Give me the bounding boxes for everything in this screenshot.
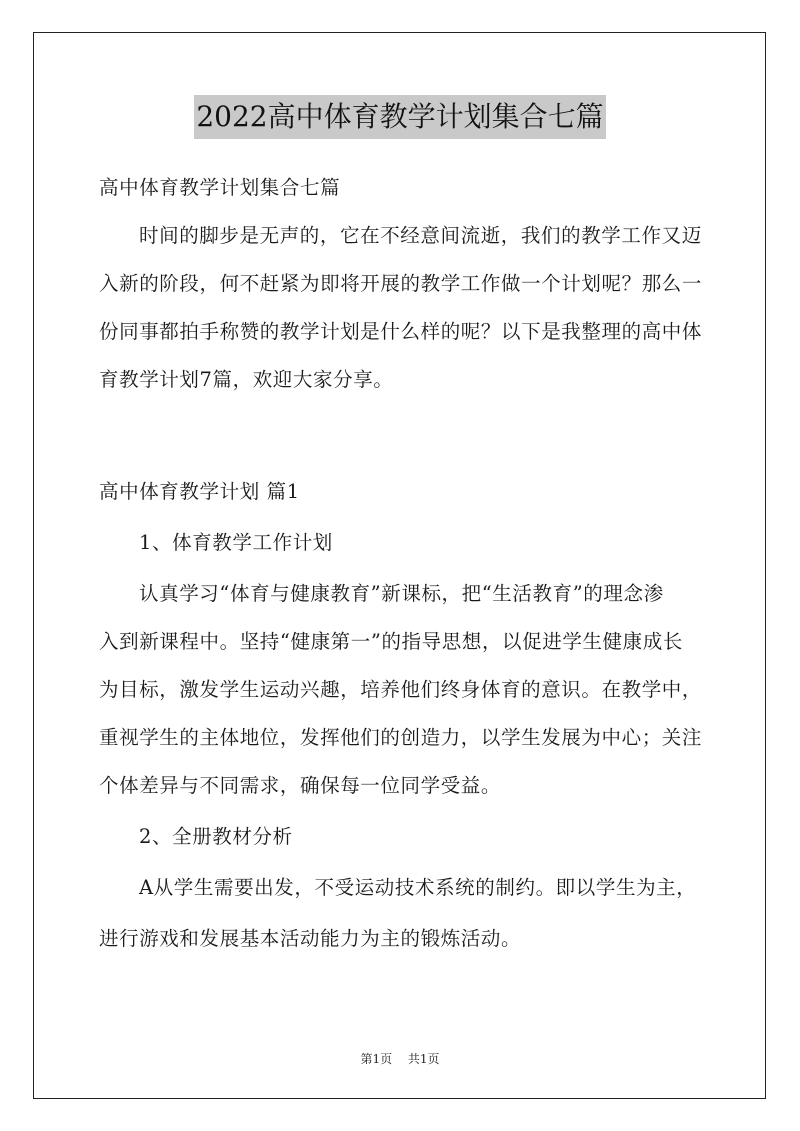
para2-line: 进行游戏和发展基本活动能力为主的锻炼活动。 bbox=[99, 927, 522, 950]
para1-line: 个体差异与不同需求，确保每一位同学受益。 bbox=[99, 774, 502, 797]
document-body bbox=[99, 168, 711, 958]
para1-line: 认真学习“体育与健康教育”新课标，把“生活教育”的理念渗 bbox=[139, 582, 664, 605]
document-title: 2022高中体育教学计划集合七篇 bbox=[194, 95, 605, 139]
page-footer bbox=[0, 1050, 800, 1067]
page-number-current: 第1页 bbox=[360, 1052, 393, 1066]
title-wrapper bbox=[0, 95, 800, 139]
item2-heading: 2、全册教材分析 bbox=[139, 825, 293, 848]
item1-heading: 1、体育教学工作计划 bbox=[139, 531, 333, 554]
page-number-total: 共1页 bbox=[407, 1052, 440, 1066]
intro-line: 入新的阶段，何不赶紧为即将开展的教学工作做一个计划呢？那么一 bbox=[99, 272, 703, 295]
intro-line: 份同事都拍手称赞的教学计划是什么样的呢？以下是我整理的高中体 bbox=[99, 320, 703, 343]
intro-line: 育教学计划7篇，欢迎大家分享。 bbox=[99, 368, 394, 391]
intro-line: 时间的脚步是无声的，它在不经意间流逝，我们的教学工作又迈 bbox=[139, 224, 702, 247]
document-subtitle: 高中体育教学计划集合七篇 bbox=[99, 176, 341, 199]
para1-line: 为目标，激发学生运动兴趣，培养他们终身体育的意识。在教学中， bbox=[99, 678, 703, 701]
para1-line: 重视学生的主体地位，发挥他们的创造力，以学生发展为中心；关注 bbox=[99, 726, 703, 749]
para1-line: 入到新课程中。坚持“健康第一”的指导思想，以促进学生健康成长 bbox=[99, 630, 683, 653]
section-heading: 高中体育教学计划 篇1 bbox=[99, 480, 300, 503]
para2-line: A从学生需要出发，不受运动技术系统的制约。即以学生为主， bbox=[139, 876, 697, 899]
